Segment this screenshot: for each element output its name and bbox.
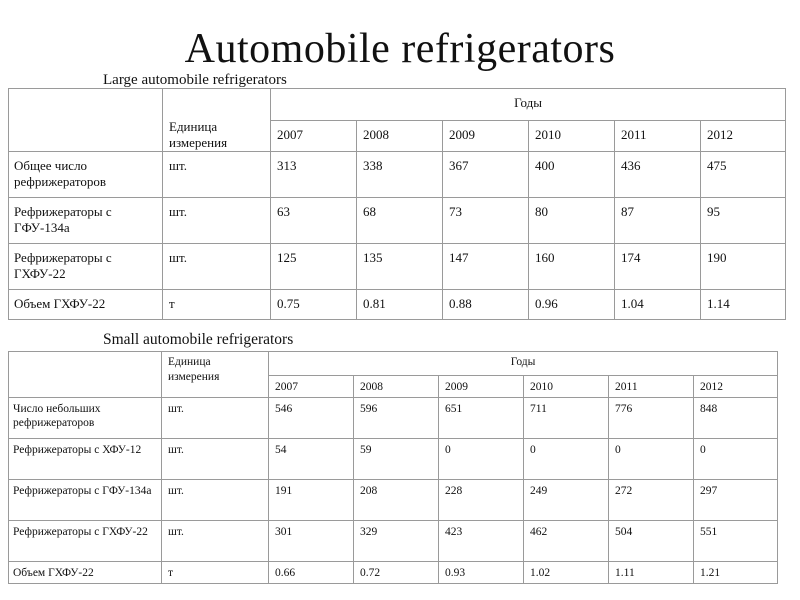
value-cell: 423 xyxy=(439,521,524,562)
value-cell: 68 xyxy=(357,198,443,244)
unit-cell: шт. xyxy=(162,480,269,521)
unit-cell: шт. xyxy=(163,152,271,198)
unit-cell: шт. xyxy=(162,439,269,480)
value-cell: 147 xyxy=(443,244,529,290)
unit-cell: шт. xyxy=(162,521,269,562)
value-cell: 711 xyxy=(524,398,609,439)
value-cell: 174 xyxy=(615,244,701,290)
unit-header: Единица измерения xyxy=(162,352,269,398)
value-cell: 0.96 xyxy=(529,290,615,320)
year-header: 2008 xyxy=(354,376,439,398)
value-cell: 80 xyxy=(529,198,615,244)
value-cell: 54 xyxy=(269,439,354,480)
year-header: 2007 xyxy=(271,121,357,152)
year-header: 2010 xyxy=(524,376,609,398)
large-table-caption: Large automobile refrigerators xyxy=(103,72,287,88)
value-cell: 0.88 xyxy=(443,290,529,320)
row-label: Рефрижераторы с ХФУ-12 xyxy=(9,439,162,480)
value-cell: 63 xyxy=(271,198,357,244)
value-cell: 190 xyxy=(701,244,786,290)
row-label: Рефрижераторы с ГХФУ-22 xyxy=(9,521,162,562)
value-cell: 249 xyxy=(524,480,609,521)
value-cell: 313 xyxy=(271,152,357,198)
years-header: Годы xyxy=(269,352,778,376)
value-cell: 1.21 xyxy=(694,562,778,584)
row-label: Рефрижераторы с ГФУ-134а xyxy=(9,480,162,521)
year-header: 2009 xyxy=(439,376,524,398)
year-header: 2007 xyxy=(269,376,354,398)
small-refrigerators-table xyxy=(8,351,778,584)
value-cell: 776 xyxy=(609,398,694,439)
unit-cell: т xyxy=(163,290,271,320)
value-cell: 135 xyxy=(357,244,443,290)
value-cell: 1.11 xyxy=(609,562,694,584)
value-cell: 125 xyxy=(271,244,357,290)
table-row xyxy=(9,439,778,480)
value-cell: 59 xyxy=(354,439,439,480)
value-cell: 848 xyxy=(694,398,778,439)
table-row xyxy=(9,562,778,584)
row-label: Рефрижераторы с ГФУ-134а xyxy=(9,198,163,244)
value-cell: 1.04 xyxy=(615,290,701,320)
value-cell: 228 xyxy=(439,480,524,521)
row-label: Число небольших рефрижераторов xyxy=(9,398,162,439)
value-cell: 0.66 xyxy=(269,562,354,584)
value-cell: 301 xyxy=(269,521,354,562)
year-header: 2011 xyxy=(615,121,701,152)
large-refrigerators-table xyxy=(8,88,786,320)
row-label: Объем ГХФУ-22 xyxy=(9,290,163,320)
value-cell: 329 xyxy=(354,521,439,562)
table-row xyxy=(9,198,786,244)
table-row xyxy=(9,244,786,290)
value-cell: 0 xyxy=(439,439,524,480)
unit-cell: шт. xyxy=(163,244,271,290)
value-cell: 1.14 xyxy=(701,290,786,320)
value-cell: 1.02 xyxy=(524,562,609,584)
value-cell: 436 xyxy=(615,152,701,198)
value-cell: 596 xyxy=(354,398,439,439)
year-header: 2010 xyxy=(529,121,615,152)
value-cell: 0 xyxy=(524,439,609,480)
value-cell: 73 xyxy=(443,198,529,244)
value-cell: 160 xyxy=(529,244,615,290)
row-label: Общее число рефрижераторов xyxy=(9,152,163,198)
unit-cell: т xyxy=(162,562,269,584)
table-row xyxy=(9,290,786,320)
table-row xyxy=(9,521,778,562)
row-label: Объем ГХФУ-22 xyxy=(9,562,162,584)
value-cell: 191 xyxy=(269,480,354,521)
value-cell: 504 xyxy=(609,521,694,562)
value-cell: 297 xyxy=(694,480,778,521)
years-header: Годы xyxy=(271,89,786,121)
value-cell: 0.81 xyxy=(357,290,443,320)
value-cell: 0 xyxy=(694,439,778,480)
value-cell: 87 xyxy=(615,198,701,244)
value-cell: 0 xyxy=(609,439,694,480)
value-cell: 475 xyxy=(701,152,786,198)
value-cell: 95 xyxy=(701,198,786,244)
table-row xyxy=(9,398,778,439)
value-cell: 551 xyxy=(694,521,778,562)
year-header: 2012 xyxy=(701,121,786,152)
value-cell: 367 xyxy=(443,152,529,198)
table-row xyxy=(9,480,778,521)
value-cell: 208 xyxy=(354,480,439,521)
unit-cell: шт. xyxy=(163,198,271,244)
table-row xyxy=(9,152,786,198)
unit-cell: шт. xyxy=(162,398,269,439)
value-cell: 338 xyxy=(357,152,443,198)
year-header: 2009 xyxy=(443,121,529,152)
small-table-caption: Small automobile refrigerators xyxy=(103,331,294,348)
year-header: 2011 xyxy=(609,376,694,398)
value-cell: 0.93 xyxy=(439,562,524,584)
value-cell: 272 xyxy=(609,480,694,521)
unit-header: Единица измерения xyxy=(163,89,271,152)
year-header: 2008 xyxy=(357,121,443,152)
value-cell: 651 xyxy=(439,398,524,439)
value-cell: 462 xyxy=(524,521,609,562)
year-header: 2012 xyxy=(694,376,778,398)
value-cell: 546 xyxy=(269,398,354,439)
header-empty-cell xyxy=(9,89,163,152)
value-cell: 0.75 xyxy=(271,290,357,320)
value-cell: 400 xyxy=(529,152,615,198)
value-cell: 0.72 xyxy=(354,562,439,584)
row-label: Рефрижераторы с ГХФУ-22 xyxy=(9,244,163,290)
page-title: Automobile refrigerators xyxy=(184,26,616,72)
header-empty-cell xyxy=(9,352,162,398)
